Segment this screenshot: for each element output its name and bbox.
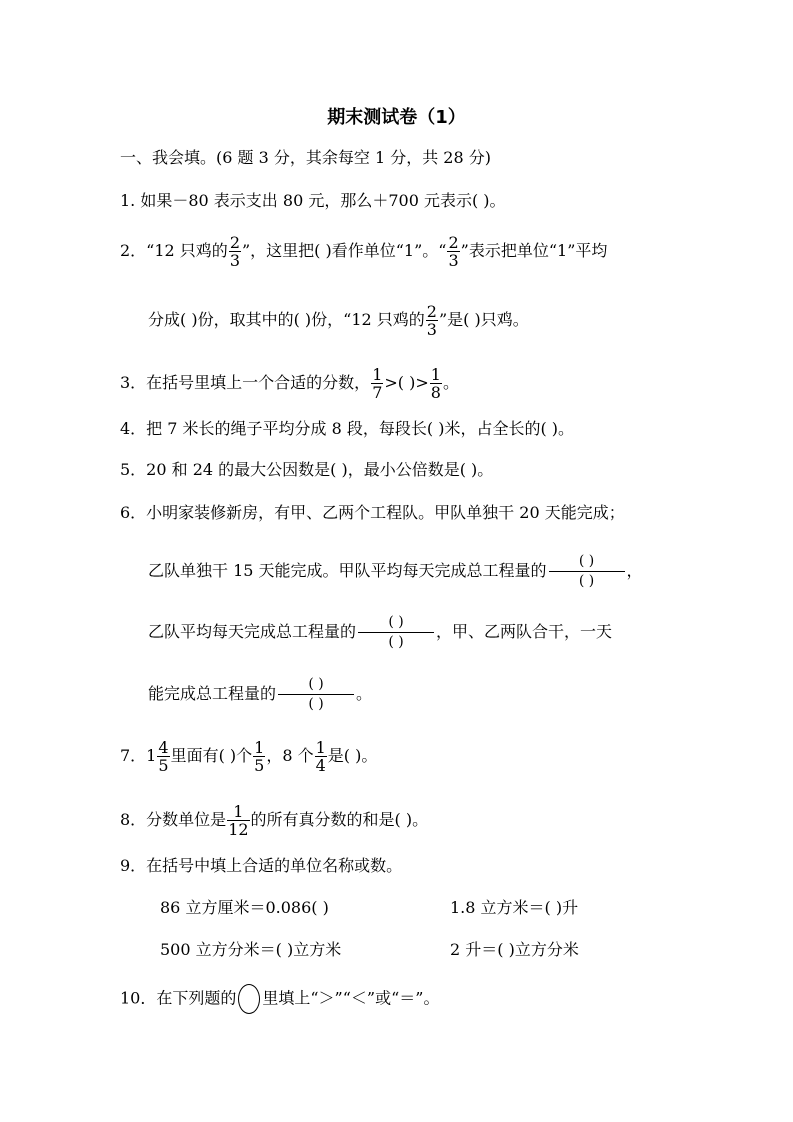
question-1: 1. 如果－80 表示支出 80 元，那么＋700 元表示( )。 (120, 191, 506, 210)
q6-text-c2: ，甲、乙两队合干，一天 (436, 622, 613, 641)
fraction: $\frac{1}{7}$ (372, 365, 383, 402)
q7-text-b: 里面有( )个 (170, 746, 253, 765)
q2-text-d: 分成( )份，取其中的( )份，“12 只鸡的 (148, 310, 425, 329)
question-9: 9．在括号中填上合适的单位名称或数。 (120, 856, 403, 875)
answer-circle (238, 984, 260, 1014)
question-8 (120, 803, 428, 838)
question-3 (120, 366, 459, 401)
fraction: $\frac{1}{8}$ (430, 365, 441, 402)
q6-text-b: 乙队单独干 15 天能完成。甲队平均每天完成总工程量的 (148, 561, 547, 580)
q9-item-3: 500 立方分米＝( )立方米 (160, 940, 342, 959)
section-heading: 一、我会填。(6 题 3 分，其余每空 1 分，共 28 分) (120, 148, 491, 167)
q3-text-a: 3．在括号里填上一个合适的分数， (120, 373, 371, 392)
q2-text-a: 2．“12 只鸡的 (120, 241, 228, 260)
question-5: 5．20 和 24 的最大公因数是( )，最小公倍数是( )。 (120, 460, 494, 479)
blank-fraction: ( ) ( ) (358, 615, 434, 650)
q6-text-b2: ， (626, 561, 643, 580)
q8-text-a: 8．分数单位是 (120, 810, 227, 829)
q6-text-c: 乙队平均每天完成总工程量的 (148, 622, 357, 641)
question-7 (120, 739, 377, 774)
q2-text-c: ”表示把单位“1”平均 (460, 241, 608, 260)
question-4: 4．把 7 米长的绳子平均分成 8 段，每段长( )米，占全长的( )。 (120, 419, 575, 438)
q6-text-d2: 。 (356, 684, 373, 703)
q2-text-b: ”，这里把( )看作单位“1”。“ (242, 241, 447, 260)
fraction: $\frac{1}{5}$ (254, 738, 265, 775)
question-10 (120, 984, 439, 1014)
fraction: $\frac{4}{5}$ (158, 738, 169, 775)
q2-text-e: ”是( )只鸡。 (438, 310, 529, 329)
fraction: $\frac{2}{3}$ (229, 233, 240, 270)
fraction: $\frac{1}{12}$ (228, 802, 249, 839)
q9-item-1: 86 立方厘米＝0.086( ) (160, 898, 329, 917)
fraction: $\frac{2}{3}$ (448, 233, 459, 270)
q3-text-c: 。 (442, 373, 459, 392)
page-title: 期末测试卷（1） (327, 107, 466, 128)
q6-text-d: 能完成总工程量的 (148, 684, 277, 703)
q8-text-b: 的所有真分数的和是( )。 (250, 810, 429, 829)
q10-text-b: 里填上“＞”“＜”或“＝”。 (262, 988, 440, 1008)
blank-fraction: ( ) ( ) (549, 554, 625, 589)
q10-text-a: 10．在下列题的 (120, 988, 237, 1008)
fraction: $\frac{1}{4}$ (315, 738, 326, 775)
question-6-line-2 (148, 554, 643, 589)
fraction: $\frac{2}{3}$ (426, 302, 437, 339)
q7-text-d: 是( )。 (327, 746, 378, 765)
question-6-line-3 (148, 615, 612, 650)
blank-fraction: ( ) ( ) (278, 677, 354, 712)
q3-text-b: >( )> (384, 373, 429, 392)
q9-item-2: 1.8 立方米＝( )升 (450, 898, 579, 917)
q9-item-4: 2 升＝( )立方分米 (450, 940, 579, 959)
question-6-line-1: 6．小明家装修新房，有甲、乙两个工程队。甲队单独干 20 天能完成； (120, 503, 625, 522)
question-2-line-1 (120, 234, 607, 269)
question-6-line-4 (148, 677, 372, 712)
q7-text-c: ，8 个 (266, 746, 314, 765)
q7-text-a: 7．1 (120, 746, 157, 765)
question-2-line-2 (148, 303, 529, 338)
